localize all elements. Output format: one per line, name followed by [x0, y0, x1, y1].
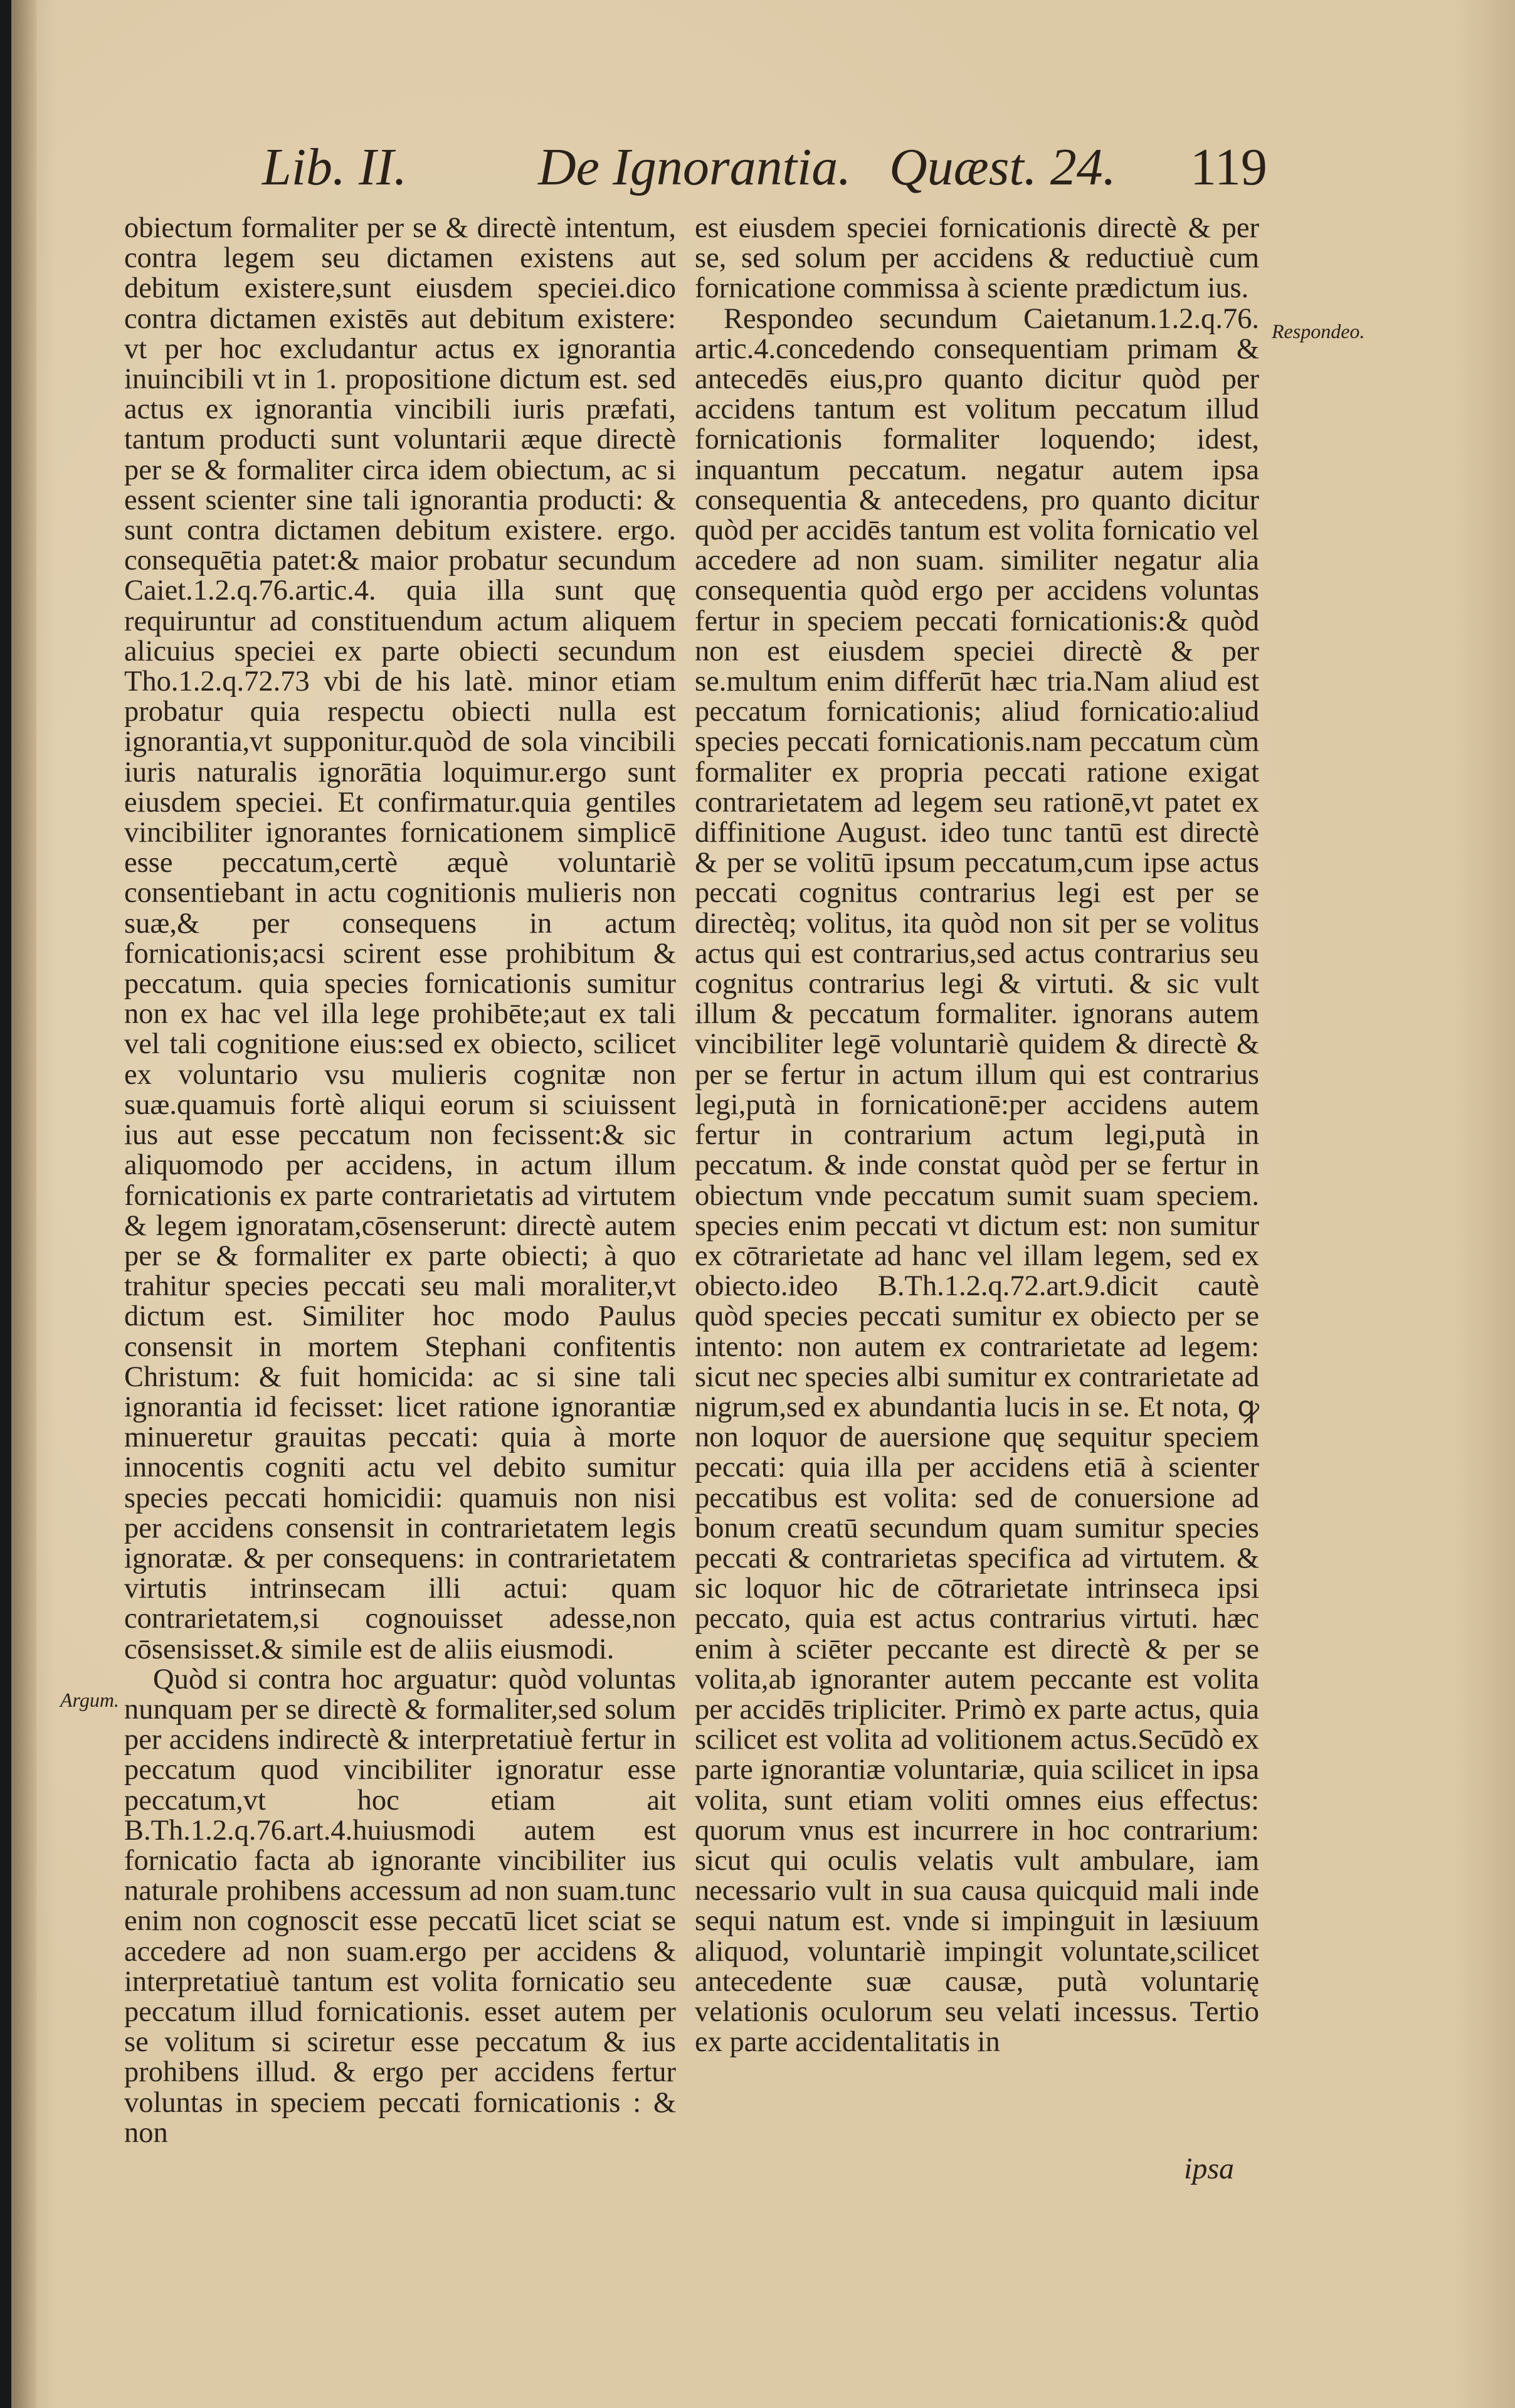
book-page — [11, 0, 1515, 2408]
right-paragraph-1: est eiusdem speciei fornicationis directè & per se, sed solum per accidens & reductiuè cum fornicatione commissa à sciente prædictum ius. — [695, 212, 1259, 305]
margin-note-argum: Argum. — [60, 1689, 119, 1711]
left-paragraph-2: Quòd si contra hoc arguatur: quòd voluntas nunquam per se directè & formaliter,sed solum per accidens indirectè & interpretatiuè fertur in peccatum quod vincibiliter ignoratur esse peccatum,vt hoc etiam ait B.Th.1.2.q.76.art.4.huiusmodi autem est fornicatio facta ab ignorante vincibiliter ius naturale prohibens accessum ad non suam.tunc enim non cognoscit esse peccatū licet sciat se accedere ad non suam.ergo per accidens & interpretatiuè tantum est volita fornicatio seu peccatum illud fornicationis. esset autem per se volitum si sciretur esse peccatum & ius prohibens illud. & ergo per accidens fertur voluntas in speciem peccati fornicationis : & non — [124, 1663, 676, 2149]
right-paragraph-2: Respondeo secundum Caietanum.1.2.q.76. artic.4.concedendo consequentiam primam & antecedēs eius,pro quanto dicitur quòd per accidens tantum est volitum peccatum illud fornicationis formaliter loquendo; idest, inquantum peccatum. negatur autem ipsa consequentia & antecedens, pro quanto dicitur quòd per accidēs tantum est volita fornicatio vel accedere ad non suam. similiter negatur alia consequentia quòd ergo per accidens voluntas fertur in speciem peccati fornicationis:& quòd non est eiusdem speciei directè & per se.multum enim differūt hæc tria.Nam aliud est peccatum fornicationis; aliud fornicatio:aliud species peccati fornicationis.nam peccatum cùm formaliter ex propria peccati ratione exigat contrarietatem ad legem seu rationē,vt patet ex diffinitione August. ideo tunc tantū est directè & per se volitū ipsum peccatum,cum ipse actus peccati cognitus contrarius legi est per se directèq; volitus, ita quòd non sit per se volitus actus qui est contrarius,sed actus contrarius seu cognitus contrarius legi & virtuti. & sic vult illum & peccatum formaliter. ignorans autem vincibiliter legē voluntariè quidem & directè & per se fertur in actum illum qui est contrarius legi,putà in fornicationē:per accidens autem fertur in contrarium actum legi,putà in peccatum. & inde constat quòd per se fertur in obiectum vnde peccatum sumit suam speciem. species enim peccati vt dictum est: non sumitur ex cōtrarietate ad hanc vel illam legem, sed ex obiecto.ideo B.Th.1.2.q.72.art.9.dicit cautè quòd species peccati sumitur ex obiecto per se intento: non autem ex contrarietate ad legem: sicut nec species albi sumitur ex contrarietate ad nigrum,sed ex abundantia lucis in se. Et nota, ꝙ non loquor de auersione quę sequitur speciem peccati: quia illa per accidens etiā à scienter peccatibus est volita: sed de conuersione ad bonum creatū secundum quam sumitur species peccati & contrarietas specifica ad virtutem. & sic loquor hic de cōtrarietate intrinseca ipsi peccato, quia est actus contrarius virtuti. hæc enim à sciēter peccante est directè & per se volita,ab ignoranter autem peccante est volita per accidēs tripliciter. Primò ex parte actus, quia scilicet est volita ad volitionem actus.Secūdò ex parte ignorantiæ voluntariæ, quia scilicet in ipsa volita, sunt etiam voliti omnes eius effectus: quorum vnus est incurrere in hoc contrarium: sicut qui oculis velatis vult ambulare, iam necessario vult in sua causa quicquid mali inde sequi natum est. vnde si impinguit in læsiuum aliquod, voluntariè impingit voluntate,scilicet antecedente suæ causæ, putà voluntarię velationis oculorum seu velati incessus. Tertio ex parte accidentalitatis in — [695, 302, 1259, 2059]
header-book: Lib. II. — [262, 138, 407, 196]
margin-note-respondeo: Respondeo. — [1272, 320, 1365, 342]
right-text-column — [695, 213, 1259, 2057]
left-paragraph-1: obiectum formaliter per se & directè intentum, contra legem seu dictamen existens aut debitum existere,sunt eiusdem speciei.dico contra dictamen existēs aut debitum existere: vt per hoc excludantur actus ex ignorantia inuincibili vt in 1. propositione dictum est. sed actus ex ignorantia vincibili iuris præfati, tantum producti sunt voluntarii æque directè per se & formaliter circa idem obiectum, ac si essent scienter sine tali ignorantia producti: & sunt contra dictamen debitum existere. ergo. consequētia patet:& maior probatur secundum Caiet.1.2.q.76.artic.4. quia illa sunt quę requiruntur ad constituendum actum aliquem alicuius speciei ex parte obiecti secundum Tho.1.2.q.72.73 vbi de his latè. minor etiam probatur quia respectu obiecti nulla est ignorantia,vt supponitur.quòd de sola vincibili iuris naturalis ignorātia loquimur.ergo sunt eiusdem speciei. Et confirmatur.quia gentiles vincibiliter ignorantes fornicationem simplicē esse peccatum,certè æquè voluntariè consentiebant in actu cognitionis mulieris non suæ,& per consequens in actum fornicationis;acsi scirent esse prohibitum & peccatum. quia species fornicationis sumitur non ex hac vel illa lege prohibēte;aut ex tali vel tali cognitione eius:sed ex obiecto, scilicet ex voluntario vsu mulieris cognitæ non suæ.quamuis fortè aliqui eorum si sciuissent ius aut esse peccatum non fecissent:& sic aliquomodo per accidens, in actum illum fornicationis ex parte contrarietatis ad virtutem & legem ignoratam,cōsenserunt: directè autem per se & formaliter ex parte obiecti; à quo trahitur species peccati seu mali moraliter,vt dictum est. Similiter hoc modo Paulus consensit in mortem Stephani confitentis Christum: & fuit homicida: ac si sine tali ignorantia id fecisset: licet ratione ignorantiæ minueretur grauitas peccati: quia à morte innocentis cogniti actu vel debito sumitur species peccati homicidii: quamuis non nisi per accidens consensit in contrarietatem legis ignoratæ. & per consequens: in contrarietatem virtutis intrinsecam illi actui: quam contrarietatem,si cognouisset adesse,non cōsensisset.& simile est de aliis eiusmodi. — [124, 212, 676, 1665]
running-header — [11, 139, 1515, 196]
catchword: ipsa — [1184, 2152, 1235, 2185]
page-gutter-edge — [11, 0, 36, 2408]
header-question: Quæst. 24. — [889, 138, 1116, 196]
page-number: 119 — [1190, 138, 1267, 196]
header-title: De Ignorantia. — [538, 138, 852, 196]
left-text-column — [124, 213, 676, 2148]
